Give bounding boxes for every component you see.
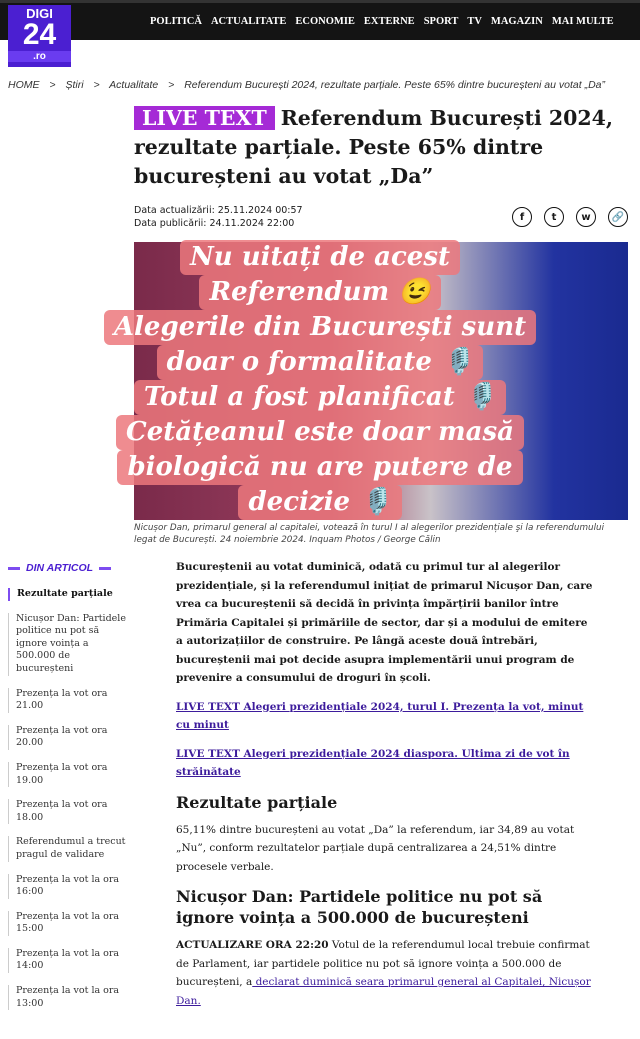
- logo-number: 24: [22, 18, 57, 51]
- sidebar-item[interactable]: Prezența la vot la ora 16:00: [8, 874, 126, 899]
- page-title: [134, 104, 634, 191]
- sidebar-item[interactable]: Rezultate parțiale: [8, 588, 126, 601]
- twitter-icon[interactable]: t: [544, 207, 564, 227]
- sidebar-item[interactable]: Prezența la vot ora 19.00: [8, 762, 126, 787]
- published-date: Data publicării: 24.11.2024 22:00: [134, 218, 295, 229]
- nav-magazin[interactable]: MAGAZIN: [490, 16, 543, 27]
- sidebar-item[interactable]: Prezența la vot la ora 15:00: [8, 911, 126, 936]
- nav-tv[interactable]: TV: [467, 16, 482, 27]
- section-heading-results: Rezultate parțiale: [176, 792, 338, 812]
- share-buttons: [512, 207, 628, 227]
- sidebar-item[interactable]: Referendumul a trecut pragul de validare: [8, 836, 126, 861]
- nav-economie[interactable]: ECONOMIE: [295, 16, 355, 27]
- breadcrumb-sep: >: [49, 79, 56, 91]
- main-nav: [150, 16, 614, 27]
- update-text: Votul de la referendumul local trebuie confirmat de Parlament, iar partidele politice nu pot să ignore voința a 500.000 de bucureșteni, a: [176, 939, 590, 988]
- article-dates: [134, 204, 303, 230]
- sidebar-heading: DIN ARTICOL: [8, 562, 126, 574]
- breadcrumb-sep: >: [168, 79, 175, 91]
- overlay-caption-line: Alegerile din București sunt: [104, 310, 536, 345]
- top-nav-bar: [0, 0, 640, 40]
- overlay-caption: [0, 240, 640, 520]
- breadcrumb-actualitate[interactable]: Actualitate: [109, 79, 159, 91]
- logo-text: DIGI: [26, 6, 53, 21]
- overlay-caption-line: biologică nu are putere de: [117, 450, 522, 485]
- logo-domain: .ro: [8, 51, 71, 62]
- link-icon[interactable]: 🔗: [608, 207, 628, 227]
- sidebar-item[interactable]: Prezența la vot ora 20.00: [8, 725, 126, 750]
- breadcrumb-home[interactable]: HOME: [8, 79, 40, 91]
- sidebar-item[interactable]: Prezența la vot la ora 14:00: [8, 948, 126, 973]
- title-text: Referendum București 2024, rezultate parțiale. Peste 65% dintre bucureșteni au votat „Da”: [134, 106, 614, 188]
- update-paragraph: [176, 936, 596, 1010]
- digi24-logo[interactable]: [8, 5, 71, 67]
- live-text-link-turul-1[interactable]: LIVE TEXT Alegeri prezidențiale 2024, turul I. Prezența la vot, minut cu minut: [176, 700, 584, 731]
- sidebar-item[interactable]: Prezența la vot ora 21.00: [8, 688, 126, 713]
- article-body: [176, 558, 596, 1020]
- nav-mai-multe[interactable]: MAI MULTE: [551, 16, 614, 27]
- breadcrumb-stiri[interactable]: Știri: [65, 79, 84, 91]
- facebook-icon[interactable]: f: [512, 207, 532, 227]
- breadcrumb-current: Referendum București 2024, rezultate parțiale. Peste 65% dintre bucureșteni au votat „Da”: [184, 79, 606, 91]
- section-heading-nicusor-dan: Nicușor Dan: Partidele politice nu pot să ignore voința a 500.000 de bucureșteni: [176, 887, 543, 927]
- overlay-caption-line: decizie 🎙️: [238, 485, 401, 520]
- live-text-link-diaspora[interactable]: LIVE TEXT Alegeri prezidențiale 2024 diaspora. Ultima zi de vot în străinătate: [176, 747, 570, 778]
- nav-externe[interactable]: EXTERNE: [363, 16, 415, 27]
- whatsapp-icon[interactable]: w: [576, 207, 596, 227]
- updated-date: Data actualizării: 25.11.2024 00:57: [134, 205, 303, 216]
- intro-paragraph: Bucureștenii au votat duminică, odată cu primul tur al alegerilor prezidențiale, și la referendumul inițiat de primarul Nicușor Dan, care vrea ca bucureștenii să decidă în privința împărțirii banilor între Primăria Capitalei și primăriile de sector, dar și a modului de emitere a autorizațiilor de construire. Pe lângă aceste două întrebări, bucureștenii mai pot decide asupra implementării unui program de prevenire a consumului de droguri în școli.: [176, 561, 593, 684]
- overlay-caption-line: Totul a fost planificat 🎙️: [134, 380, 506, 415]
- breadcrumb-sep: >: [93, 79, 100, 91]
- results-paragraph: 65,11% dintre bucureșteni au votat „Da” la referendum, iar 34,89 au votat „Nu”, conform rezultatelor parțiale după centralizarea a 24,51% dintre procesele verbale.: [176, 823, 575, 873]
- sidebar-item[interactable]: Nicușor Dan: Partidele politice nu pot să ignore voința a 500.000 de bucureșteni: [8, 613, 126, 676]
- nav-actualitate[interactable]: ACTUALITATE: [210, 16, 287, 27]
- sidebar-item[interactable]: Prezența la vot la ora 13:00: [8, 985, 126, 1010]
- overlay-caption-line: Cetățeanul este doar masă: [116, 415, 524, 450]
- sidebar-item[interactable]: Prezența la vot ora 18.00: [8, 799, 126, 824]
- update-time: ACTUALIZARE ORA 22:20: [176, 939, 329, 951]
- overlay-caption-line: Referendum 😉: [199, 275, 440, 310]
- live-text-badge: LIVE TEXT: [134, 106, 275, 130]
- overlay-caption-line: Nu uitați de acest: [180, 240, 460, 275]
- photo-caption: Nicușor Dan, primarul general al capitalei, votează în turul I al alegerilor prezidențiale şi la referendumului legat de București. 24 noiembrie 2024. Inquam Photos / George Călin: [134, 523, 605, 545]
- nav-sport[interactable]: SPORT: [423, 16, 459, 27]
- nav-politica[interactable]: POLITICĂ: [150, 16, 202, 27]
- article-sidebar: [8, 562, 126, 1022]
- declaration-link[interactable]: declarat duminică seara primarul general al Capitalei, Nicușor Dan.: [176, 976, 591, 1007]
- overlay-caption-line: doar o formalitate 🎙️: [157, 345, 484, 380]
- breadcrumb: [8, 79, 612, 91]
